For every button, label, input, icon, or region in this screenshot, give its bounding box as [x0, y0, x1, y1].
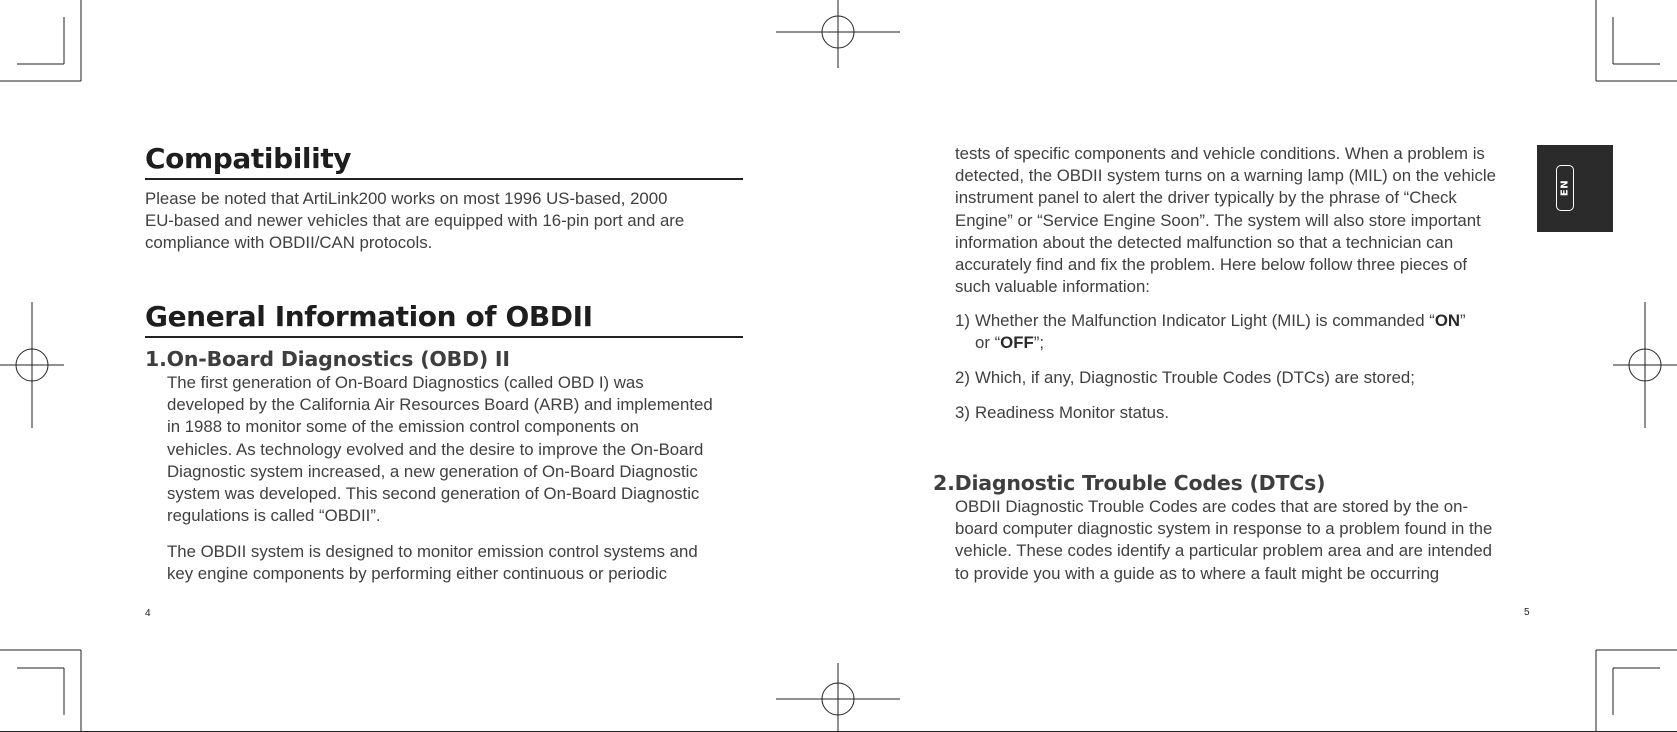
language-label: EN	[1559, 179, 1571, 197]
text-line: Please be noted that ArtiLink200 works on most 1996 US-based, 2000	[145, 189, 668, 208]
text-fragment: Which, if any, Diagnostic Trouble Codes (DTCs) are stored;	[975, 368, 1415, 387]
obd-heading: 1.On-Board Diagnostics (OBD) II	[145, 347, 510, 371]
text-line: vehicle. These codes identify a particular problem area and are intended	[955, 541, 1493, 561]
text-line: The first generation of On-Board Diagnostics (called OBD I) was	[167, 373, 644, 392]
text-fragment: or “	[975, 333, 1001, 353]
dtc-paragraph	[955, 496, 1492, 585]
text-line: regulations is called “OBDII”.	[167, 506, 381, 526]
list-number: 1)	[955, 311, 970, 330]
dtc-heading: 2.Diagnostic Trouble Codes (DTCs)	[933, 471, 1326, 495]
text-line: compliance with OBDII/CAN protocols.	[145, 233, 433, 253]
page-number-left: 4	[145, 608, 151, 619]
text-line: The OBDII system is designed to monitor emission control systems and	[167, 542, 698, 561]
page-number-right: 5	[1524, 607, 1530, 618]
language-tab	[1537, 145, 1613, 232]
text-line: instrument panel to alert the driver typically by the phrase of “Check	[955, 188, 1457, 208]
text-line: to provide you with a guide as to where a fault might be occurring	[955, 563, 1440, 583]
text-line: vehicles. As technology evolved and the desire to improve the On-Board	[167, 439, 704, 459]
text-line: tests of specific components and vehicle conditions. When a problem is	[955, 144, 1485, 163]
text-fragment: ”;	[1033, 333, 1044, 353]
obd-paragraph-1	[167, 372, 713, 527]
list-number: 2)	[955, 368, 970, 387]
continued-paragraph	[955, 143, 1496, 298]
text-line: Engine” or “Service Engine Soon”. The system will also store important	[955, 210, 1481, 230]
text-line: developed by the California Air Resources Board (ARB) and implemented	[167, 395, 713, 415]
bold-text: OFF	[1000, 333, 1034, 353]
compatibility-text	[145, 188, 684, 255]
text-line: key engine components by performing either continuous or periodic	[167, 564, 667, 584]
list-item	[955, 310, 1466, 354]
text-line: accurately find and fix the problem. Here below follow three pieces of	[955, 255, 1468, 275]
list-item	[955, 402, 1169, 424]
text-fragment: ”	[1460, 311, 1466, 330]
compatibility-title: Compatibility	[145, 141, 743, 180]
general-info-title: General Information of OBDII	[145, 299, 743, 338]
text-line: such valuable information:	[955, 277, 1150, 297]
text-line: in 1988 to monitor some of the emission control components on	[167, 417, 639, 437]
list-number: 3)	[955, 403, 970, 422]
text-line: EU-based and newer vehicles that are equipped with 16-pin port and are	[145, 211, 685, 231]
text-line: OBDII Diagnostic Trouble Codes are codes that are stored by the on-	[955, 497, 1469, 516]
text-line: board computer diagnostic system in response to a problem found in the	[955, 519, 1493, 539]
obd-paragraph-2	[167, 541, 698, 585]
bold-text: ON	[1434, 311, 1460, 330]
list-item	[955, 367, 1415, 389]
text-line: Diagnostic system increased, a new generation of On-Board Diagnostic	[167, 461, 698, 481]
text-fragment: Whether the Malfunction Indicator Light (MIL) is commanded “	[975, 311, 1435, 330]
text-line: detected, the OBDII system turns on a warning lamp (MIL) on the vehicle	[955, 166, 1496, 186]
text-fragment: Readiness Monitor status.	[975, 403, 1170, 422]
text-line: system was developed. This second generation of On-Board Diagnostic	[167, 484, 700, 504]
language-badge	[1556, 165, 1574, 211]
text-line: information about the detected malfunction so that a technician can	[955, 232, 1454, 252]
